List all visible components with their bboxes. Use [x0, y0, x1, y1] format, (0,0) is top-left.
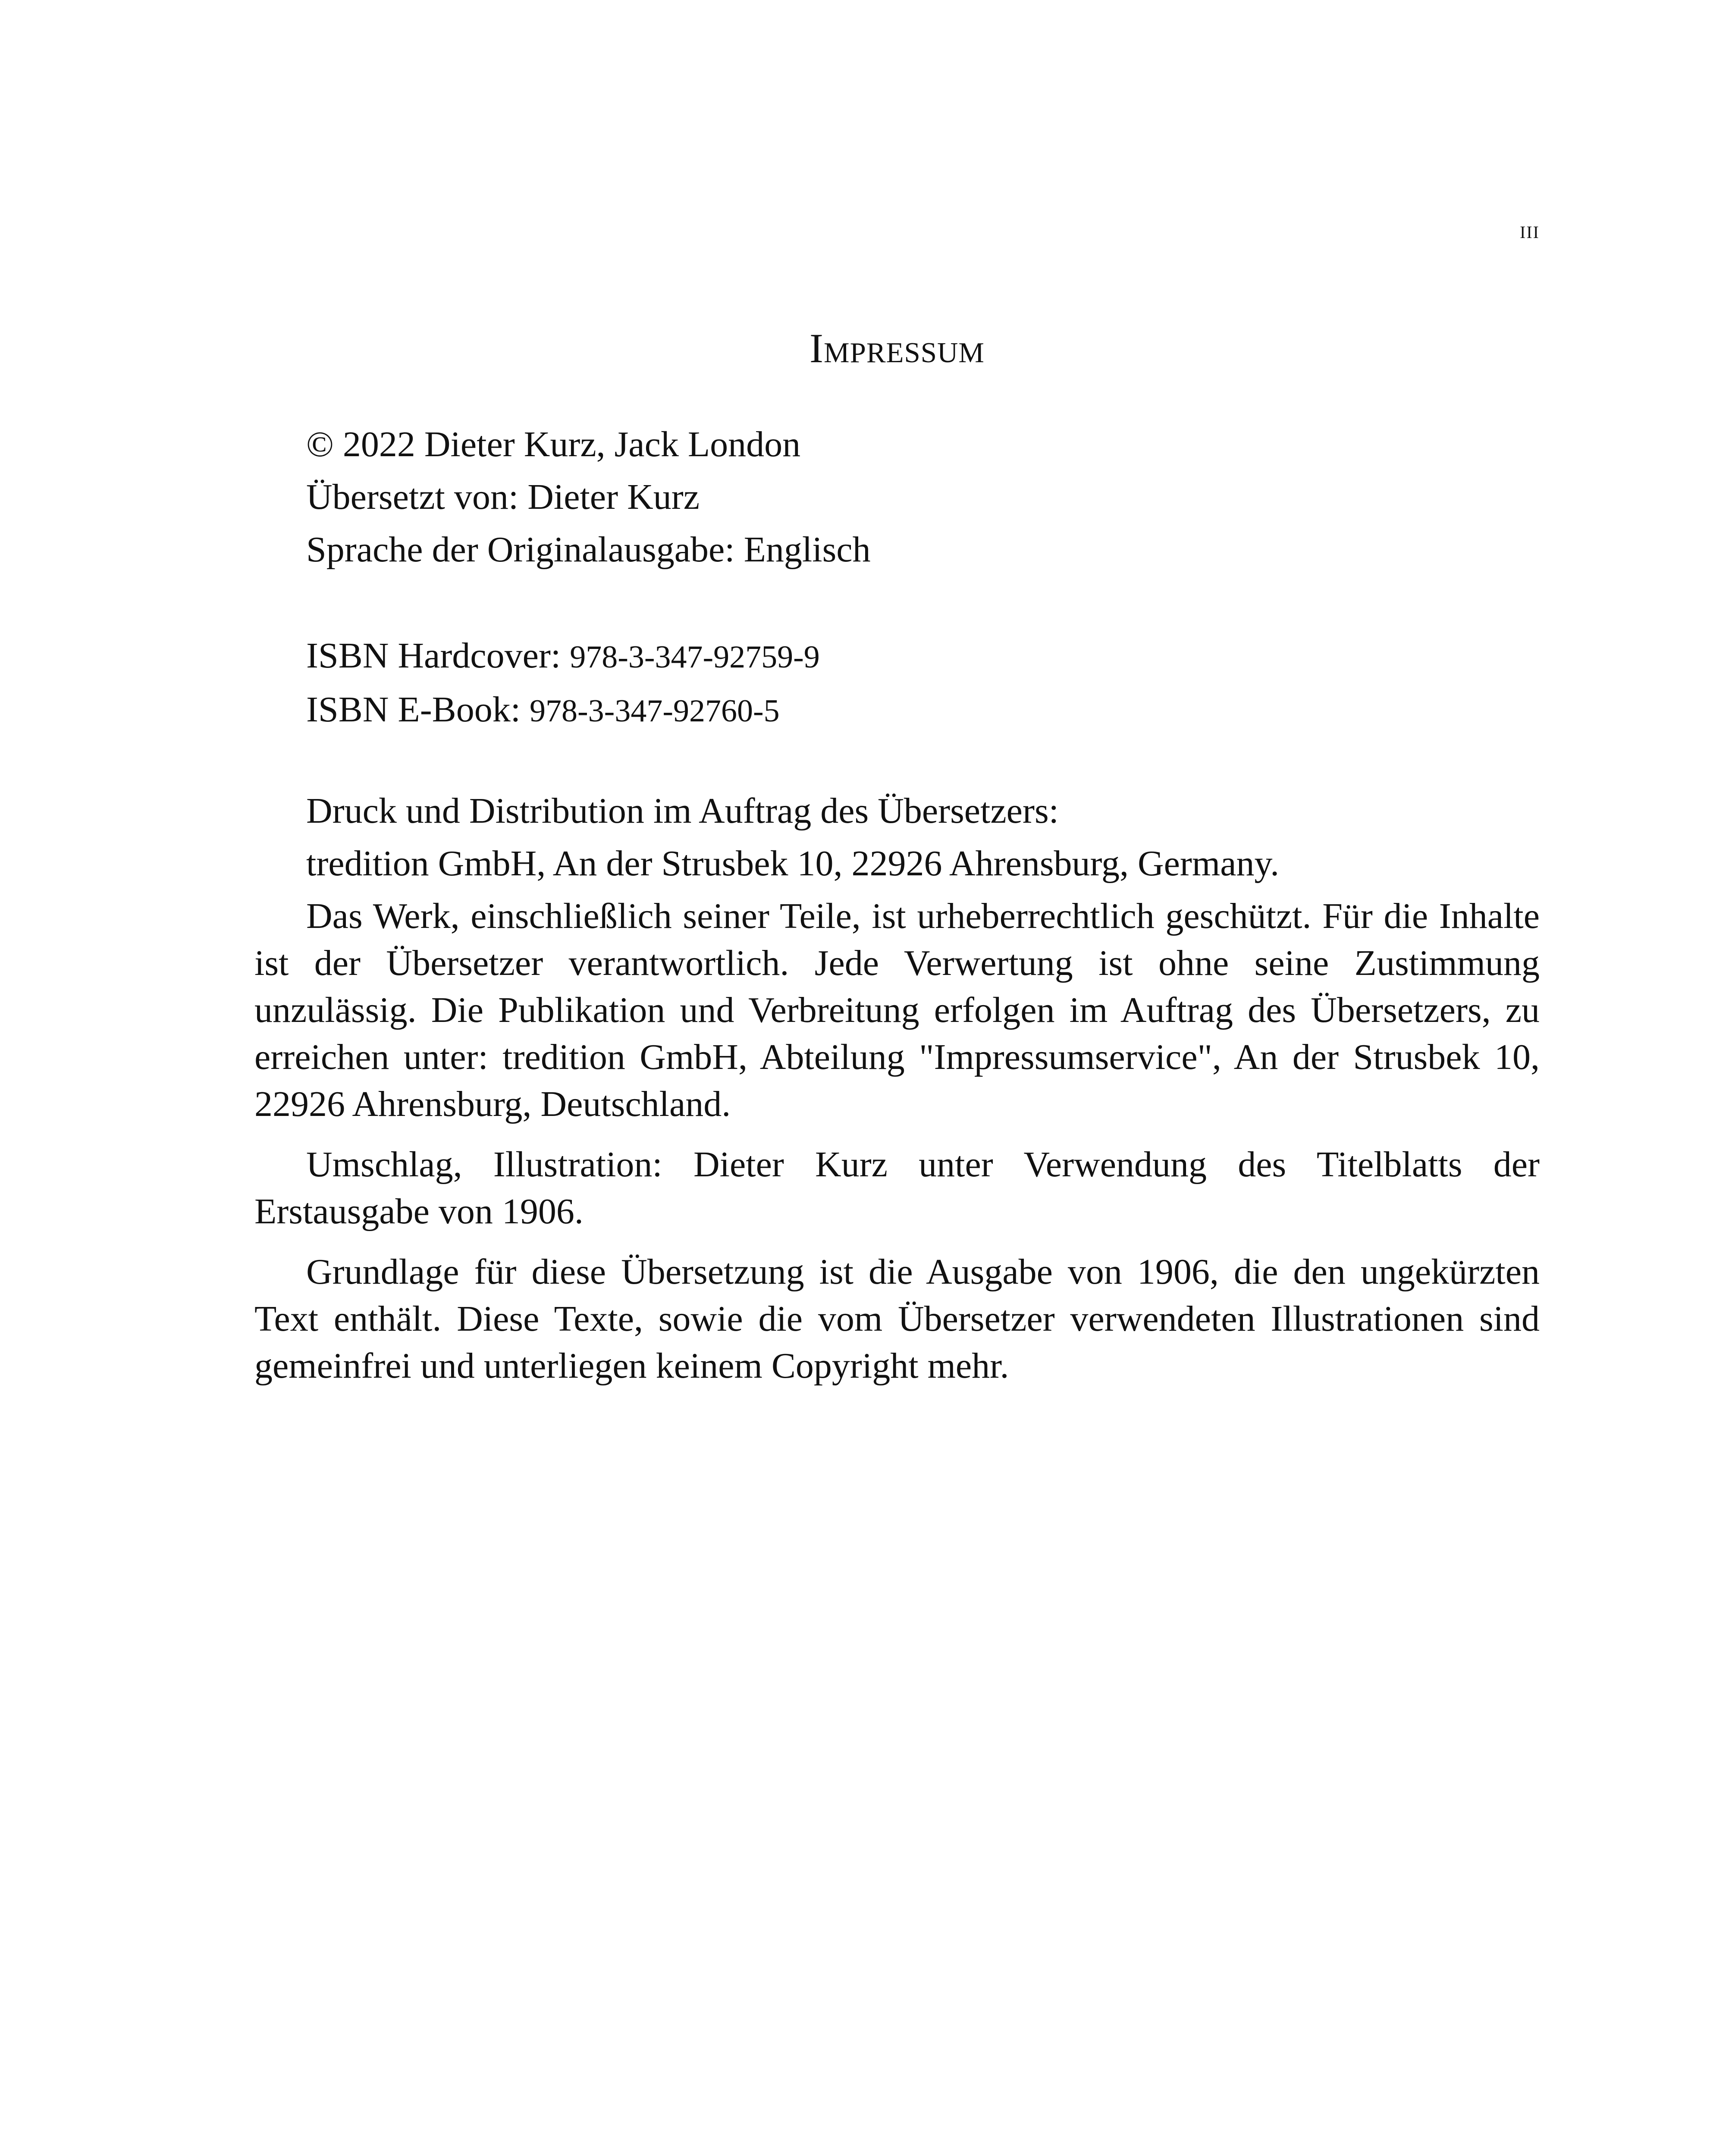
translator-line: Übersetzt von: Dieter Kurz: [306, 477, 700, 517]
page-title: Impressum: [810, 325, 985, 371]
isbn-hardcover-number: 978-3-347-92759-9: [570, 639, 820, 675]
print-line-2: tredition GmbH, An der Strusbek 10, 22926 Ahrensburg, Germany.: [306, 843, 1280, 884]
isbn-ebook-number: 978-3-347-92760-5: [530, 693, 780, 729]
rights-paragraph: Das Werk, einschließlich seiner Teile, ist urheberrechtlich geschützt. Für die Inhalte ist der Übersetzer verantwortlich. Jede Verwertung ist ohne seine Zustimmung unzulässig. Die Publikation und Verbreitung erfolgen im Auftrag des Übersetzers, zu erreichen unter: tredition GmbH, Abteilung "Impressumservice", An der Strusbek 10, 22926 Ahrensburg, Deutschland.: [254, 896, 1540, 1124]
isbn-hardcover-line: [306, 630, 1540, 683]
isbn-hardcover-label: ISBN Hardcover:: [306, 636, 561, 676]
isbn-block: [306, 630, 1540, 737]
page-number: III: [1520, 222, 1540, 242]
print-line-1: Druck und Distribution im Auftrag des Übersetzers:: [306, 791, 1059, 831]
legal-text: [254, 893, 1540, 1403]
print-distribution-block: [306, 785, 1540, 890]
copyright-block: [306, 418, 1540, 576]
cover-paragraph: Umschlag, Illustration: Dieter Kurz unter Verwendung des Titelblatts der Erstausgabe von 1906.: [254, 1144, 1540, 1232]
basis-paragraph: Grundlage für diese Übersetzung ist die Ausgabe von 1906, die den ungekürzten Text enthält. Diese Texte, sowie die vom Übersetzer verwendeten Illustrationen sind gemeinfrei und unterliegen keinem Copyright mehr.: [254, 1252, 1540, 1386]
isbn-ebook-label: ISBN E-Book:: [306, 689, 521, 730]
copyright-line: © 2022 Dieter Kurz, Jack London: [306, 424, 801, 464]
original-language-line: Sprache der Originalausgabe: Englisch: [306, 530, 871, 570]
isbn-ebook-line: [306, 683, 1540, 737]
